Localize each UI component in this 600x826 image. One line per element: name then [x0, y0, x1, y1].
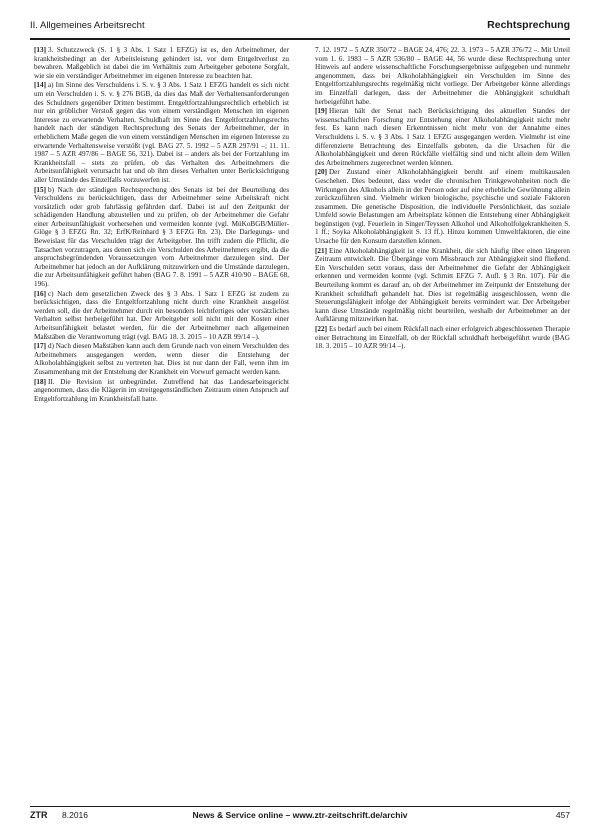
paragraph [34, 342, 289, 376]
paragraph [315, 46, 570, 106]
paragraph-text: a) Im Sinne des Verschuldens i. S. v. § 3 Abs. 1 Satz 1 EFZG handelt es sich nicht um ein Verschulden i. S. v. § 276 BGB, da dies das Maß der Verhaltensanforderungen des Schuldners gegenüber Dritten bestimmt. Entgeltfortzahlungsrechtlich erheblich ist nur ein gröblicher Verstoß gegen das von einem verständigen Menschen im eigenen Interesse zu erwartende Verhalten. Schuldhaft im Sinne des Entgeltfortzahlungsrechts handelt nach der ständigen Rechtsprechung des Senats der Arbeitnehmer, der in erheblichem Maße gegen die von einem verständigen Menschen im eigenen Interesse zu erwartende Verhaltensweise verstößt (vgl. BAG 27. 5. 1992 – 5 AZR 297/91 –; 11. 11. 1987 – 5 AZR 497/86 – BAGE 56, 321). Dabei ist – anders als bei der Fortzahlung im Krankheitsfall – stets zu prüfen, ob das Verhalten des Arbeitnehmers die Arbeitsunfähigkeit verursacht hat und ob ihm dieses Verhalten unter Berücksichtigung aller Umstände des Einzelfalls vorzuwerfen ist. [34, 81, 289, 184]
paragraph-number: [17] [34, 342, 46, 351]
paragraph-text: 3. Schutzzweck (S. 1 § 3 Abs. 1 Satz 1 EFZG) ist es, den Arbeitnehmer, der krankheitsbedingt an der Arbeitsleistung gehindert ist, vor dem Entgeltverlust zu bewahren. Maßgeblich ist dabei die im Verhältnis zum Arbeitgeber gebotene Sorgfalt, wie sie ein verständiger Arbeitnehmer im eigenen Interesse zu beachten hat. [34, 46, 289, 80]
paragraph-text: c) Nach dem gesetzlichen Zweck des § 3 Abs. 1 Satz 1 EFZG ist zudem zu berücksichtigen, dass die Entgeltfortzahlung nicht durch eine Krankheit ausgelöst werden soll, die der Arbeitnehmer durch ein besonders leichtfertiges oder vorsätzliches Verhalten selbst herbeigeführt hat. Der Arbeitgeber soll nicht mit den Kosten einer Arbeitsunfähigkeit belastet werden, für die der Arbeitnehmer nach allgemeinen Maßstäben die Verantwortung trägt (vgl. BAG 18. 3. 2015 – 10 AZR 99/14 –). [34, 289, 289, 341]
page-header [30, 14, 570, 40]
paragraph-text: Eine Alkoholabhängigkeit ist eine Krankheit, die sich häufig über einen längeren Zeitraum entwickelt. Die Übergänge vom Missbrauch zur Abhängigkeit sind fließend. Ein Verschulden setzt voraus, dass der Arbeitnehmer die Gefahr der Abhängigkeit erkennen und vermeiden konnte (vgl. Schmitt EFZG 7. Aufl. § 3 Rn. 107). Für die Beurteilung kommt es darauf an, ob der Arbeitnehmer im Zeitpunkt der Entstehung der Krankheit schuldhaft gehandelt hat. Dies ist regelmäßig ausgeschlossen, wenn die Steuerungsfähigkeit infolge der Abhängigkeit bereits vermindert war. Der Arbeitgeber kann diese Umstände regelmäßig nicht beurteilen, weshalb der Arbeitnehmer an der Aufklärung mitzuwirken hat. [315, 246, 570, 324]
page-footer [30, 806, 570, 821]
paragraph [34, 81, 289, 184]
paragraph-number: [20] [315, 168, 327, 177]
paragraph-text: II. Die Revision ist unbegründet. Zutreffend hat das Landesarbeitsgericht angenommen, dass die Klägerin im streitgegenständlichen Zeitraum einen Anspruch auf Entgeltfortzahlung im Krankheitsfall hatte. [34, 377, 289, 403]
paragraph-text: Hieran hält der Senat nach Berücksichtigung des aktuellen Standes der wissenschaftlichen Forschung zur Entstehung einer Alkoholabhängigkeit nicht mehr fest. Es kann nach diesen Erkenntnissen nicht mehr von der Annahme eines Verschuldens i. S. v. § 3 Abs. 1 Satz 1 EFZG ausgegangen werden. Vielmehr ist eine differenzierte Betrachtung des Einzelfalls geboten, da die Ursachen für die Alkoholabhängigkeit und deren Rückfälle vielfältig sind und nicht allein dem Willen des Arbeitnehmers zugerechnet werden können. [315, 107, 570, 167]
paragraph [34, 46, 289, 80]
paragraph [315, 107, 570, 167]
paragraph-text: b) Nach der ständigen Rechtsprechung des Senats ist bei der Beurteilung des Verschuldens zu berücksichtigen, dass der Arbeitnehmer seine Arbeitskraft nicht vorsätzlich oder grob fahrlässig gefährden darf. Dabei ist auf den Zeitpunkt der schädigenden Handlung abzustellen und zu prüfen, ob der Arbeitnehmer die Gefahr einer Arbeitsunfähigkeit vorhersehen und vermeiden konnte (vgl. MüKoBGB/Müller-Glöge § 3 EFZG Rn. 32; ErfK/Reinhard § 3 EFZG Rn. 23). Die Darlegungs- und Beweislast für das Verschulden trägt der Arbeitgeber. Ihn trifft zudem die Pflicht, die Tatsachen vorzutragen, aus denen sich ein Verschulden des Arbeitnehmers ergibt, da die anspruchsbegründenden Voraussetzungen vom Arbeitnehmer darzulegen sind. Der Arbeitnehmer hat jedoch an der Aufklärung mitzuwirken und die Umstände darzulegen, die zur Arbeitsunfähigkeit geführt haben (BAG 7. 8. 1991 – 5 AZR 410/90 – BAGE 68, 196). [34, 185, 289, 289]
paragraph-text: Der Zustand einer Alkoholabhängigkeit beruht auf einem multikausalen Geschehen. Dies bedeutet, dass weder die chronischen Trinkgewohnheiten noch die Wirkungen des Alkohols allein in der Person oder auf eine erhebliche Gewöhnung allein zurückzuführen sind. Vielmehr wirken biologische, psychische und soziale Faktoren zusammen. Die genetische Disposition, die individuelle Persönlichkeit, das soziale Umfeld sowie Belastungen am Arbeitsplatz können die Entstehung einer Abhängigkeit begünstigen (vgl. Feuerlein in Singer/Teyssen Alkohol und Alkoholfolgekrankheiten S. 1 ff.; Soyka Alkoholabhängigkeit S. 13 ff.). Hinzu kommen Umweltfaktoren, die eine Ursache für den Konsum darstellen können. [315, 168, 570, 246]
paragraph [34, 186, 289, 289]
right-column [315, 46, 570, 798]
journal-website[interactable]: News & Service online – www.ztr-zeitschrift.de/archiv [192, 810, 408, 820]
paragraph-number: [14] [34, 81, 46, 90]
paragraph-number: [21] [315, 246, 327, 255]
page-number: 457 [555, 810, 570, 820]
journal-issue: 8.2016 [62, 810, 88, 820]
paragraph [315, 325, 570, 351]
journal-name: ZTR [30, 810, 48, 820]
paragraph-number: [19] [315, 107, 327, 116]
paragraph-number: [15] [34, 185, 46, 194]
left-column [34, 46, 289, 798]
rubric-title: Rechtsprechung [487, 19, 570, 31]
paragraph-text: Es bedarf auch bei einem Rückfall nach einer erfolgreich abgeschlossenen Therapie einer Betrachtung im Einzelfall, ob der Rückfall schuldhaft herbeigeführt wurde (BAG 18. 3. 2015 – 10 AZR 99/14 –). [315, 325, 570, 351]
paragraph [315, 247, 570, 324]
paragraph [315, 168, 570, 245]
paragraph-number: [16] [34, 289, 46, 298]
section-title: II. Allgemeines Arbeitsrecht [30, 20, 145, 31]
paragraph-number: [22] [315, 325, 327, 333]
paragraph [34, 378, 289, 404]
paragraph-text: 7. 12. 1972 – 5 AZR 350/72 – BAGE 24, 476; 22. 3. 1973 – 5 AZR 376/72 –. Mit Urteil vom 1. 6. 1983 – 5 AZR 536/80 – BAGE 44, 56 wurde diese Rechtsprechung unter Hinweis auf andere wissenschaftliche Forschungsergebnisse aufgegeben und nunmehr angenommen, dass bei Alkoholabhängigkeit ein Verschulden im Sinne des Entgeltfortzahlungsrechts regelmäßig nicht vorliege. Der Arbeitgeber könne allerdings im Einzelfall darlegen, dass der Arbeitnehmer die Abhängigkeit schuldhaft herbeigeführt habe. [315, 46, 570, 106]
paragraph [34, 290, 289, 342]
paragraph-number: [18] [34, 377, 46, 386]
paragraph-number: [13] [34, 46, 46, 54]
paragraph-text: d) Nach diesen Maßstäben kann auch dem Grunde nach von einem Verschulden des Arbeitnehmers ausgegangen werden, wenn dieser die Entstehung der Alkoholabhängigkeit selbst zu vertreten hat. Dies ist nur dann der Fall, wenn ihm im Zusammenhang mit der Entstehung der Krankheit ein Vorwurf gemacht werden kann. [34, 342, 289, 376]
